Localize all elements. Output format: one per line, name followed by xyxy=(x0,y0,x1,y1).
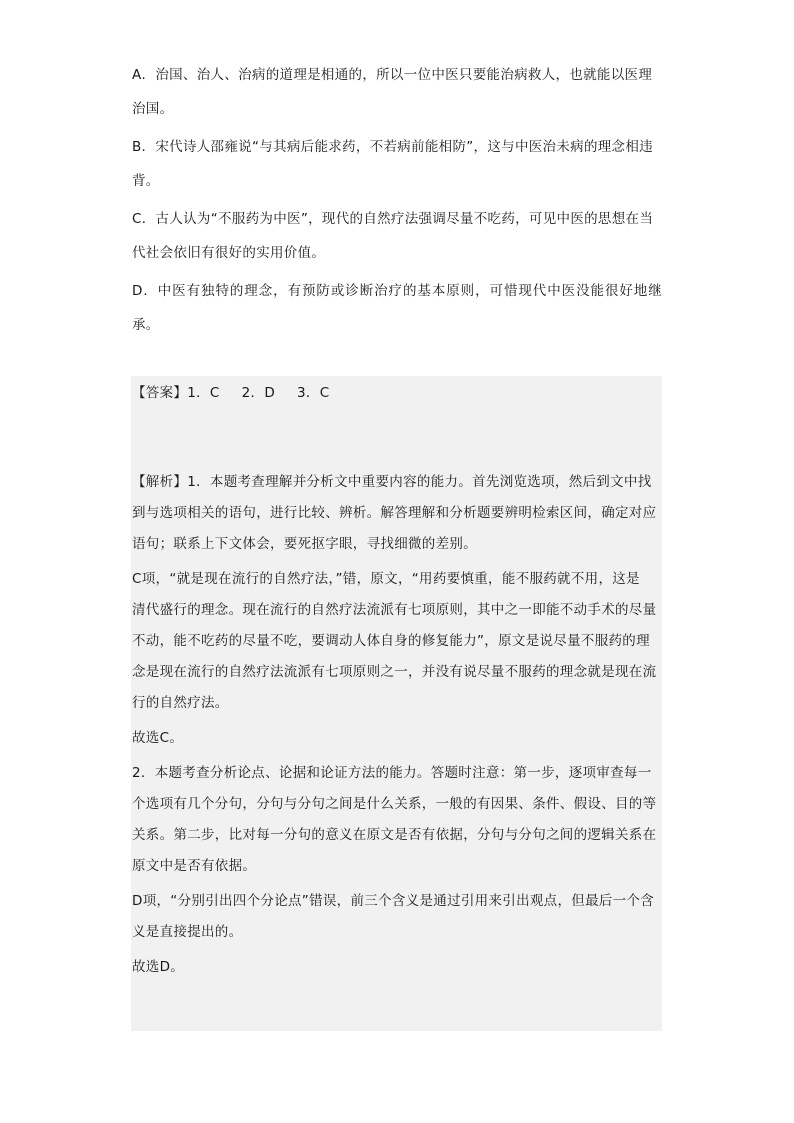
analysis-section xyxy=(132,467,661,983)
analysis-p2-line3: 不动，能不吃药的尽量不吃，要调动人体自身的修复能力”，原文是说尽量不服药的理 xyxy=(132,633,650,649)
answer-1: 1．C xyxy=(187,385,220,401)
analysis-p2-line4: 念是现在流行的自然疗法流派有七项原则之一，并没有说尽量不服药的理念就是现在流 xyxy=(132,664,657,680)
option-a-line2: 治国。 xyxy=(132,101,174,117)
analysis-p1-line3: 语句；联系上下文体会，要死抠字眼，寻找细微的差别。 xyxy=(132,536,477,552)
analysis-paragraph-4 xyxy=(132,758,661,882)
option-a-line1: A．治国、治人、治病的道理是相通的，所以一位中医只要能治病救人，也就能以医理 xyxy=(132,67,653,83)
analysis-p5-line1: D项，“分别引出四个分论点”错误，前三个含义是通过引用来引出观点，但最后一个含 xyxy=(132,893,655,909)
analysis-paragraph-2 xyxy=(132,564,661,719)
answer-line xyxy=(132,377,661,409)
analysis-paragraph-5 xyxy=(132,886,661,948)
analysis-conclusion-2: 故选D。 xyxy=(132,959,185,975)
option-c xyxy=(132,202,662,270)
answer-2: 2．D xyxy=(241,385,276,401)
analysis-p4-line2: 个选项有几个分句，分句与分句之间是什么关系，一般的有因果、条件、假设、目的等 xyxy=(132,796,657,812)
options-section xyxy=(132,58,662,346)
option-c-line2: 代社会依旧有很好的实用价值。 xyxy=(132,245,326,261)
analysis-p5-line2: 义是直接提出的。 xyxy=(132,924,243,940)
analysis-p4-line1: 2．本题考查分析论点、论据和论证方法的能力。答题时注意：第一步，逐项审查每一 xyxy=(132,765,652,781)
answer-3: 3．C xyxy=(297,385,330,401)
option-b xyxy=(132,130,662,198)
analysis-p2-line5: 行的自然疗法。 xyxy=(132,695,229,711)
option-d-line1: D．中医有独特的理念，有预防或诊断治疗的基本原则，可惜现代中医没能很好地继承。 xyxy=(132,283,662,333)
option-b-line1: B．宋代诗人邵雍说“与其病后能求药，不若病前能相防”，这与中医治未病的理念相违 xyxy=(132,139,653,155)
analysis-conclusion-1: 故选C。 xyxy=(132,730,184,746)
analysis-p1-line2: 到与选项相关的语句，进行比较、辨析。解答理解和分析题要辨明检索区间，确定对应 xyxy=(132,505,657,521)
analysis-paragraph-1 xyxy=(132,467,661,560)
analysis-p4-line4: 原文中是否有依据。 xyxy=(132,858,257,874)
option-a xyxy=(132,58,662,126)
option-c-line1: C．古人认为“不服药为中医”，现代的自然疗法强调尽量不吃药，可见中医的思想在当 xyxy=(132,211,654,227)
option-b-line2: 背。 xyxy=(132,173,160,189)
analysis-p1-line1: 【解析】1．本题考查理解并分析文中重要内容的能力。首先浏览选项，然后到文中找 xyxy=(132,474,652,490)
analysis-p2-line1: C项，“就是现在流行的自然疗法，”错，原文，“用药要慎重，能不服药就不用，这是 xyxy=(132,571,640,587)
answer-analysis-block xyxy=(131,376,662,1031)
analysis-p2-line2: 清代盛行的理念。现在流行的自然疗法流派有七项原则，其中之一即能不动手术的尽量 xyxy=(132,602,657,618)
answer-label: 【答案】 xyxy=(132,385,188,401)
analysis-p4-line3: 关系。第二步，比对每一分句的意义在原文是否有依据，分句与分句之间的逻辑关系在 xyxy=(132,827,657,843)
option-d xyxy=(132,274,662,342)
